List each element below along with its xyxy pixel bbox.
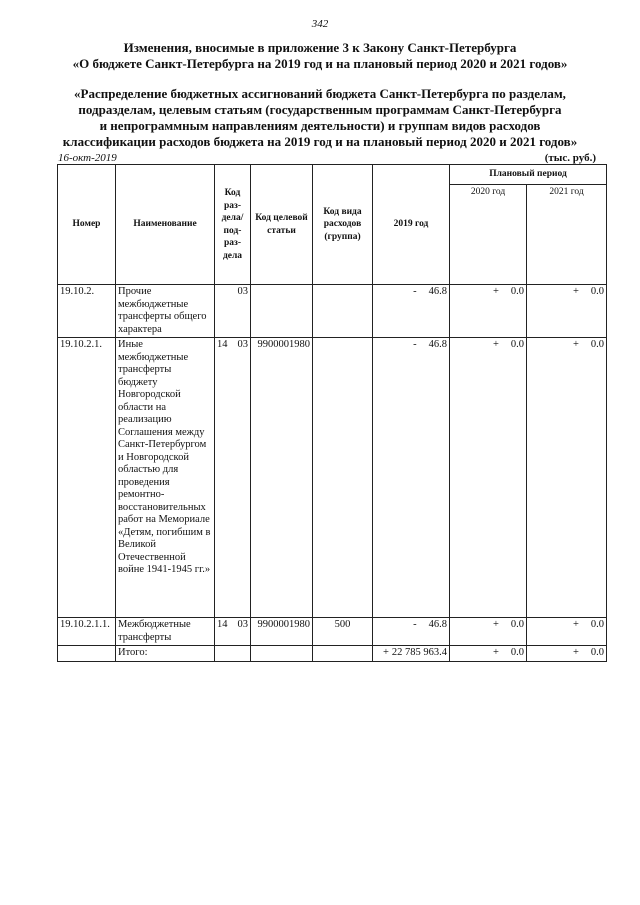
row-section: 14 [215, 338, 232, 618]
row-2021 [527, 285, 607, 338]
sign-2020: + [492, 619, 499, 630]
table-row [58, 618, 607, 646]
total-section [215, 646, 232, 662]
row-target: 9900001980 [251, 618, 313, 646]
total-2020 [450, 646, 527, 662]
total-2021 [527, 646, 607, 662]
row-kind [313, 285, 373, 338]
value-2020: 0.0 [510, 286, 524, 297]
page-number: 342 [311, 18, 329, 30]
value-2021: 0.0 [590, 286, 604, 297]
sign-2021: + [572, 339, 579, 350]
value-2019: 22 785 963.4 [391, 647, 447, 658]
total-target [251, 646, 313, 662]
value-2020: 0.0 [510, 647, 524, 658]
row-kind: 500 [313, 618, 373, 646]
sign-2021: + [572, 619, 579, 630]
total-kind [313, 646, 373, 662]
value-2019: 46.8 [428, 286, 447, 297]
units-label: (тыс. руб.) [544, 152, 596, 164]
document-date: 16-окт-2019 [58, 152, 117, 164]
row-number: 19.10.2.1. [58, 338, 116, 618]
header-kind-code: Код вида расходов (группа) [313, 165, 373, 285]
value-2021: 0.0 [590, 619, 604, 630]
row-kind [313, 338, 373, 618]
subtitle-line-1: «Распределение бюджетных ассигнований бюджета Санкт-Петербурга по разделам, [74, 86, 566, 101]
row-subsection: 03 [232, 338, 251, 618]
total-2019 [373, 646, 450, 662]
sign-2019: - [413, 339, 417, 350]
row-target [251, 285, 313, 338]
row-2020 [450, 618, 527, 646]
row-subsection: 03 [232, 285, 251, 338]
row-section: 14 [215, 618, 232, 646]
row-2021 [527, 338, 607, 618]
row-section [215, 285, 232, 338]
row-2020 [450, 338, 527, 618]
value-2020: 0.0 [510, 339, 524, 350]
sign-2019: - [413, 619, 417, 630]
value-2021: 0.0 [590, 339, 604, 350]
table-row [58, 338, 607, 618]
subtitle-line-4: классификации расходов бюджета на 2019 год и на плановый период 2020 и 2021 годов» [62, 134, 578, 149]
subtitle-line-3: и непрограммным направлениям деятельности) и группам видов расходов [99, 118, 541, 133]
row-subsection: 03 [232, 618, 251, 646]
table-row [58, 285, 607, 338]
row-name: Иные межбюджетные трансферты бюджету Новгородской области на реализацию Соглашения между Санкт-Петербургом и Новгородской областью для проведения ремонтно-восстановительных работ на Мемориале «Детям, погибшим в Великой Отечественной войне 1941-1945 гг.» [116, 338, 215, 618]
header-target-code: Код целевой статьи [251, 165, 313, 285]
header-2019: 2019 год [373, 165, 450, 285]
total-subsection [232, 646, 251, 662]
sign-2020: + [492, 647, 499, 658]
total-number [58, 646, 116, 662]
subtitle-line-2: подразделам, целевым статьям (государственным программам Санкт-Петербурга [78, 102, 562, 117]
sign-2020: + [492, 339, 499, 350]
header-number: Номер [58, 165, 116, 285]
document-title [40, 40, 600, 72]
value-2019: 46.8 [428, 619, 447, 630]
row-2019 [373, 285, 450, 338]
row-name: Прочие межбюджетные трансферты общего характера [116, 285, 215, 338]
sign-2021: + [572, 286, 579, 297]
header-2021: 2021 год [527, 185, 607, 285]
row-target: 9900001980 [251, 338, 313, 618]
header-section-code: Код раз- дела/ под- раз- дела [215, 165, 251, 285]
sign-2021: + [572, 647, 579, 658]
title-line-1: Изменения, вносимые в приложение 3 к Закону Санкт-Петербурга [123, 40, 517, 55]
row-2020 [450, 285, 527, 338]
row-2019 [373, 618, 450, 646]
header-plan-period: Плановый период [450, 165, 607, 185]
header-name: Наименование [116, 165, 215, 285]
row-name: Межбюджетные трансферты [116, 618, 215, 646]
title-line-2: «О бюджете Санкт-Петербурга на 2019 год и на плановый период 2020 и 2021 годов» [72, 56, 568, 71]
sign-2019: + [382, 647, 389, 658]
sign-2019: - [413, 286, 417, 297]
row-2021 [527, 618, 607, 646]
budget-table [57, 164, 607, 662]
total-row [58, 646, 607, 662]
header-2020: 2020 год [450, 185, 527, 285]
value-2021: 0.0 [590, 647, 604, 658]
row-2019 [373, 338, 450, 618]
value-2020: 0.0 [510, 619, 524, 630]
value-2019: 46.8 [428, 339, 447, 350]
document-subtitle [30, 86, 610, 150]
total-label: Итого: [116, 646, 215, 662]
sign-2020: + [492, 286, 499, 297]
row-number: 19.10.2.1.1. [58, 618, 116, 646]
row-number: 19.10.2. [58, 285, 116, 338]
